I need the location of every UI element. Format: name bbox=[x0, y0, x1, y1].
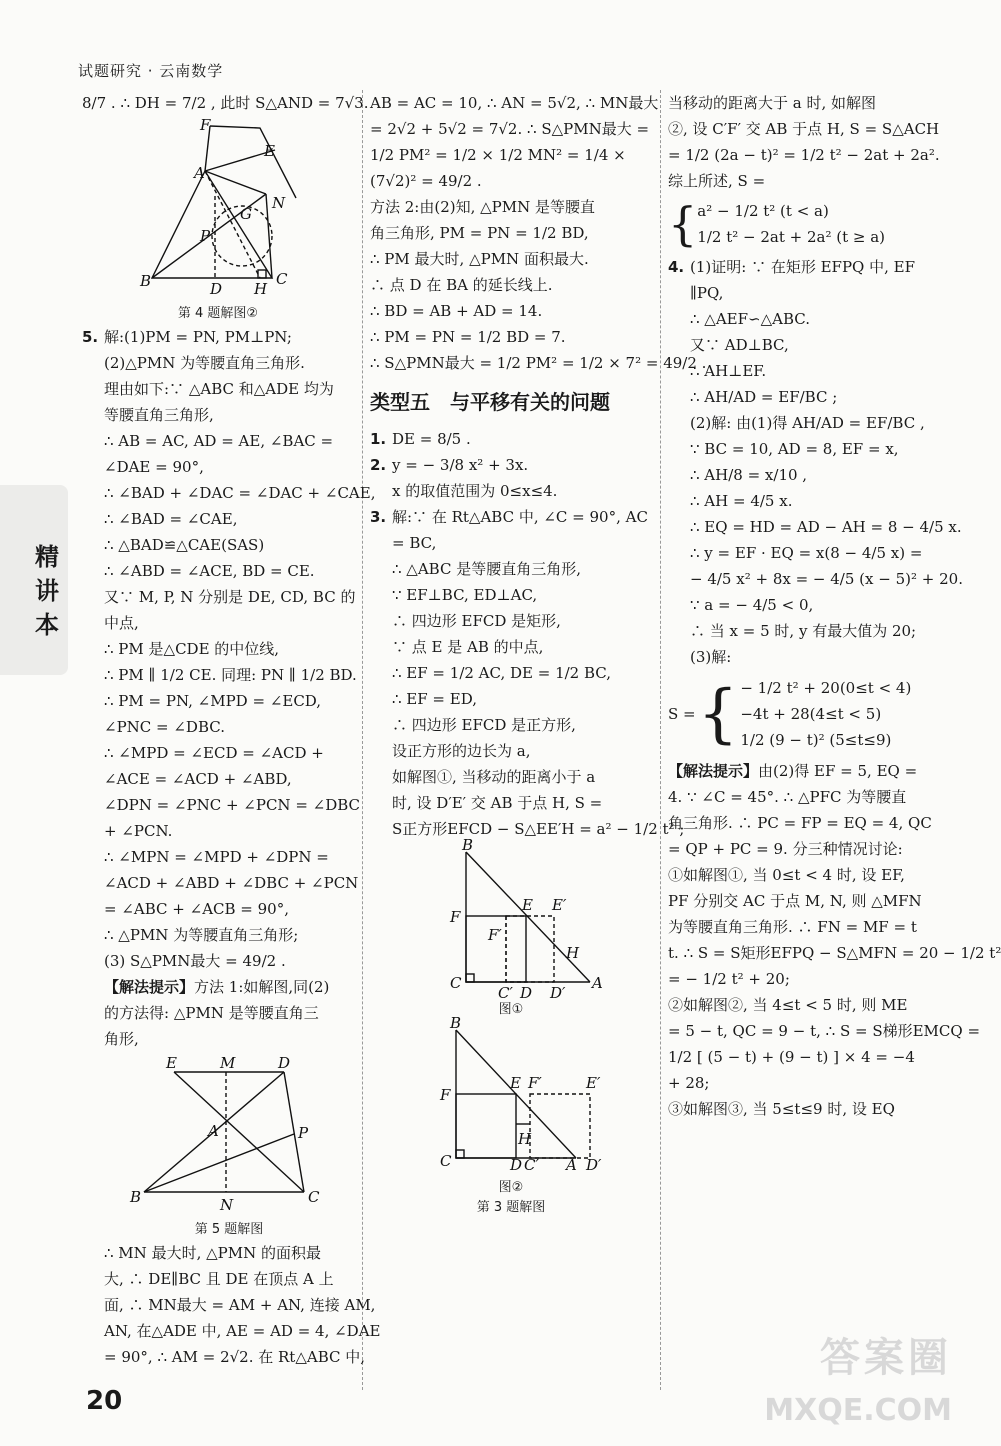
text-line: 中点, bbox=[104, 614, 139, 632]
fig-label: F bbox=[440, 1086, 451, 1104]
text-line: ①如解图①, 当 0≤t < 4 时, 设 EF, bbox=[668, 866, 905, 884]
fig-label: D′ bbox=[586, 1156, 602, 1174]
text-line: ∵ BC = 10, AD = 8, EF = x, bbox=[690, 440, 899, 458]
text-line: (3)解: bbox=[690, 648, 732, 666]
question-number: 4. bbox=[668, 258, 685, 276]
fig-label: F bbox=[200, 116, 211, 134]
text-line: 4. ∵ ∠C = 45°. ∴ △PFC 为等腰直 bbox=[668, 788, 907, 806]
text-line: ∴ 当 x = 5 时, y 有最大值为 20; bbox=[690, 622, 917, 640]
text-line: ∴ BD = AB + AD = 14. bbox=[370, 302, 543, 320]
text-line: ∴ PM 是△CDE 的中位线, bbox=[104, 640, 280, 658]
text-line: (2)解: 由(1)得 AH/AD = EF/BC , bbox=[690, 414, 925, 432]
text-line: 角形, bbox=[104, 1030, 139, 1048]
text-line: ∴ 四边形 EFCD 是正方形, bbox=[392, 716, 576, 734]
fig-label: C bbox=[440, 1152, 452, 1170]
fig-label: A bbox=[566, 1156, 577, 1174]
text-line: ∴ △BAD≌△CAE(SAS) bbox=[104, 536, 265, 554]
fig-label: N bbox=[220, 1196, 234, 1214]
side-tab-label: 精讲本 bbox=[35, 543, 59, 639]
text-line: ∵ EF⊥BC, ED⊥AC, bbox=[392, 586, 538, 604]
text-line: (2)△PMN 为等腰直角三角形. bbox=[104, 354, 305, 372]
text-line: ∴ ∠BAD + ∠DAC = ∠DAC + ∠CAE, bbox=[104, 484, 376, 502]
fig-label: D bbox=[520, 984, 533, 1002]
text-line: ∴ ∠BAD = ∠CAE, bbox=[104, 510, 238, 528]
fig-label: A bbox=[592, 974, 603, 992]
text-line: − 1/2 t² + 20(0≤t < 4) bbox=[740, 679, 912, 697]
text-line: y = − 3/8 x² + 3x. bbox=[392, 456, 529, 474]
text-line: ∴ EQ = HD = AD − AH = 8 − 4/5 x. bbox=[690, 518, 962, 536]
text-line: a² − 1/2 t² (t < a) bbox=[697, 202, 829, 220]
text-line: 角三角形. ∴ PC = FP = EQ = 4, QC bbox=[668, 814, 932, 832]
text-line: AB = AC = 10, ∴ AN = 5√2, ∴ MN最大 bbox=[370, 94, 659, 112]
text-line: 面, ∴ MN最大 = AM + AN, 连接 AM, bbox=[104, 1296, 376, 1314]
text-line: 时, 设 D′E′ 交 AB 于点 H, S = bbox=[392, 794, 603, 812]
page-header: 试题研究 · 云南数学 bbox=[78, 62, 224, 80]
question-number: 3. bbox=[370, 508, 387, 526]
watermark-url: MXQE.COM bbox=[764, 1393, 952, 1428]
fig-label: H bbox=[254, 280, 268, 298]
text-line: ∠PNC = ∠DBC. bbox=[104, 718, 225, 736]
fig-label: B bbox=[450, 1014, 462, 1032]
text-line: ②, 设 C′F′ 交 AB 于点 H, S = S△ACH bbox=[668, 120, 940, 138]
text-line: ∴ AH = 4/5 x. bbox=[690, 492, 793, 510]
fig-label: A bbox=[194, 164, 205, 182]
text-line: 的方法得: △PMN 是等腰直角三 bbox=[104, 1004, 319, 1022]
text-line: t. ∴ S = S矩形EFPQ − S△MFN = 20 − 1/2 t² bbox=[668, 944, 1001, 962]
text-line: − 4/5 x² + 8x = − 4/5 (x − 5)² + 20. bbox=[690, 570, 963, 588]
fig-label: D bbox=[210, 280, 223, 298]
question-number: 5. bbox=[82, 328, 99, 346]
piecewise-label: S = bbox=[668, 705, 696, 723]
fig-label: N bbox=[272, 194, 286, 212]
fig-label: E′ bbox=[586, 1074, 601, 1092]
text-line: (1)证明: ∵ 在矩形 EFPQ 中, EF bbox=[690, 258, 916, 276]
text-line: ∴ AH/8 = x/10 , bbox=[690, 466, 808, 484]
text-line: = ∠ABC + ∠ACB = 90°, bbox=[104, 900, 289, 918]
text-line: ∥PQ, bbox=[690, 284, 724, 302]
section-title: 类型五 与平移有关的问题 bbox=[370, 390, 610, 414]
text-line: ∴ y = EF · EQ = x(8 − 4/5 x) = bbox=[690, 544, 923, 562]
text-line: ∴ MN 最大时, △PMN 的面积最 bbox=[104, 1244, 321, 1262]
brace: { bbox=[697, 677, 739, 751]
fig-label: F′ bbox=[528, 1074, 542, 1092]
text-line: 等腰直角三角形, bbox=[104, 406, 214, 424]
fig-label: F bbox=[450, 908, 461, 926]
text-line: ∵ a = − 4/5 < 0, bbox=[690, 596, 814, 614]
text-line: ∴ PM ∥ 1/2 CE. 同理: PN ∥ 1/2 BD. bbox=[104, 666, 357, 684]
text-line: 理由如下:∵ △ABC 和△ADE 均为 bbox=[104, 380, 334, 398]
fig-label: E bbox=[264, 142, 275, 160]
text-line: (7√2)² = 49/2 . bbox=[370, 172, 482, 190]
fig-label: A bbox=[208, 1122, 219, 1140]
fig-label: P bbox=[200, 227, 211, 245]
figure-q4-2 bbox=[82, 116, 354, 296]
text-line: 当移动的距离大于 a 时, 如解图 bbox=[668, 94, 877, 112]
hint-label: 【解法提示】 bbox=[104, 978, 195, 996]
text-line: ∴ 四边形 EFCD 是矩形, bbox=[392, 612, 561, 630]
text-line: ∠ACE = ∠ACD + ∠ABD, bbox=[104, 770, 292, 788]
fig-label: D bbox=[278, 1054, 291, 1072]
text-line: 1/2 t² − 2at + 2a² (t ≥ a) bbox=[697, 228, 886, 246]
figure-caption: 图② bbox=[498, 1180, 524, 1195]
fig-label: C bbox=[450, 974, 462, 992]
text-line: ∴ △PMN 为等腰直角三角形; bbox=[104, 926, 299, 944]
fig-label: M bbox=[220, 1054, 236, 1072]
text-line: ∴ EF = ED, bbox=[392, 690, 477, 708]
fig-label: B bbox=[462, 836, 474, 854]
figure-q3-1 bbox=[370, 836, 652, 1002]
fig-label: C′ bbox=[498, 984, 513, 1002]
text-line: ∴ S△PMN最大 = 1/2 PM² = 1/2 × 7² = 49/2 . bbox=[370, 354, 707, 372]
text-line: ∴ ∠MPD = ∠ECD = ∠ACD + bbox=[104, 744, 324, 762]
column-divider bbox=[660, 90, 661, 1390]
watermark-logo: 答案圈 bbox=[820, 1335, 952, 1381]
fig-label: E′ bbox=[552, 896, 567, 914]
fig-label: B bbox=[130, 1188, 142, 1206]
text-line: 大, ∴ DE∥BC 且 DE 在顶点 A 上 bbox=[104, 1270, 334, 1288]
text-line: = BC, bbox=[392, 534, 437, 552]
fig-label: G bbox=[240, 205, 252, 223]
text-line: (3) S△PMN最大 = 49/2 . bbox=[104, 952, 286, 970]
text-line: 解:(1)PM = PN, PM⊥PN; bbox=[104, 328, 292, 346]
text-line: ∴ △ABC 是等腰直角三角形, bbox=[392, 560, 581, 578]
text-line: 设正方形的边长为 a, bbox=[392, 742, 531, 760]
text-line: ③如解图③, 当 5≤t≤9 时, 设 EQ bbox=[668, 1100, 895, 1118]
fig-label: E bbox=[510, 1074, 521, 1092]
text-line: ∴ ∠ABD = ∠ACE, BD = CE. bbox=[104, 562, 315, 580]
text-line: ∴ 点 D 在 BA 的延长线上. bbox=[370, 276, 553, 294]
text-line: = 2√2 + 5√2 = 7√2. ∴ S△PMN最大 = bbox=[370, 120, 650, 138]
fig-label: E bbox=[522, 896, 533, 914]
figure-caption: 图① bbox=[498, 1002, 524, 1017]
fig-label: P bbox=[298, 1124, 309, 1142]
column-right bbox=[668, 90, 1001, 1122]
text-line: = 5 − t, QC = 9 − t, ∴ S = S梯形EMCQ = bbox=[668, 1022, 981, 1040]
text-line: 综上所述, S = bbox=[668, 172, 766, 190]
text-line: ∴ EF = 1/2 AC, DE = 1/2 BC, bbox=[392, 664, 611, 682]
text-line: −4t + 28(4≤t < 5) bbox=[740, 705, 882, 723]
fig-label: D′ bbox=[550, 984, 566, 1002]
fig-label: F′ bbox=[488, 926, 502, 944]
text-line: PF 分别交 AC 于点 M, N, 则 △MFN bbox=[668, 892, 922, 910]
text-line: 如解图①, 当移动的距离小于 a bbox=[392, 768, 596, 786]
text-line: ∴ PM = PN, ∠MPD = ∠ECD, bbox=[104, 692, 322, 710]
text-line: 由(2)得 EF = 5, EQ = bbox=[758, 762, 918, 780]
text-line: 又∵ AD⊥BC, bbox=[690, 336, 789, 354]
text-line: 为等腰直角三角形. ∴ FN = MF = t bbox=[668, 918, 917, 936]
fig-label: H bbox=[518, 1130, 532, 1148]
column-left bbox=[82, 90, 381, 1370]
fig-label: C bbox=[276, 270, 288, 288]
text-line: 又∵ M, P, N 分别是 DE, CD, BC 的 bbox=[104, 588, 356, 606]
text-line: 1/2 [ (5 − t) + (9 − t) ] × 4 = −4 bbox=[668, 1048, 915, 1066]
figure-q3-2 bbox=[370, 1014, 652, 1174]
text-line: S正方形EFCD − S△EE′H = a² − 1/2 t² ; bbox=[392, 820, 685, 838]
text-line: x 的取值范围为 0≤x≤4. bbox=[392, 482, 558, 500]
hint-label: 【解法提示】 bbox=[668, 762, 759, 780]
text-line: 方法 2:由(2)知, △PMN 是等腰直 bbox=[370, 198, 596, 216]
text-line: 解:∵ 在 Rt△ABC 中, ∠C = 90°, AC bbox=[392, 508, 648, 526]
text-line: ∴ △AEF∽△ABC. bbox=[690, 310, 810, 328]
figure-q5 bbox=[104, 1052, 354, 1212]
text-line: = 90°, ∴ AM = 2√2. 在 Rt△ABC 中, bbox=[104, 1348, 366, 1366]
text-line: ∴ AB = AC, AD = AE, ∠BAC = bbox=[104, 432, 334, 450]
text-line: AN, 在△ADE 中, AE = AD = 4, ∠DAE bbox=[104, 1322, 381, 1340]
fig-label: H bbox=[566, 944, 580, 962]
figure-caption: 第 4 题解图② bbox=[177, 306, 259, 321]
page-number: 20 bbox=[86, 1386, 123, 1416]
text-line: = QP + PC = 9. 分三种情况讨论: bbox=[668, 840, 903, 858]
text-line: 1/2 (9 − t)² (5≤t≤9) bbox=[740, 731, 892, 749]
text-line: ②如解图②, 当 4≤t < 5 时, 则 ME bbox=[668, 996, 908, 1014]
text-line: ∴ AH/AD = EF/BC ; bbox=[690, 388, 838, 406]
fig-label: C bbox=[308, 1188, 320, 1206]
brace: { bbox=[668, 197, 698, 251]
text-line: ∴ PM = PN = 1/2 BD = 7. bbox=[370, 328, 566, 346]
text-line: ∴ AH⊥EF. bbox=[690, 362, 767, 380]
text-line: 8/7 . ∴ DH = 7/2 , 此时 S△AND = 7√3. bbox=[82, 94, 369, 112]
question-number: 1. bbox=[370, 430, 387, 448]
text-line: + 28; bbox=[668, 1074, 710, 1092]
text-line: 1/2 PM² = 1/2 × 1/2 MN² = 1/4 × bbox=[370, 146, 626, 164]
text-line: = 1/2 (2a − t)² = 1/2 t² − 2at + 2a². bbox=[668, 146, 940, 164]
text-line: 角三角形, PM = PN = 1/2 BD, bbox=[370, 224, 589, 242]
text-line: ∴ PM 最大时, △PMN 面积最大. bbox=[370, 250, 589, 268]
text-line: = − 1/2 t² + 20; bbox=[668, 970, 790, 988]
text-line: 方法 1:如解图,同(2) bbox=[194, 978, 330, 996]
text-line: + ∠PCN. bbox=[104, 822, 173, 840]
column-divider bbox=[362, 90, 363, 1390]
fig-label: D bbox=[510, 1156, 523, 1174]
fig-label: E bbox=[166, 1054, 177, 1072]
fig-label: B bbox=[140, 272, 152, 290]
text-line: ∠ACD + ∠ABD + ∠DBC + ∠PCN bbox=[104, 874, 359, 892]
text-line: ∴ ∠MPN = ∠MPD + ∠DPN = bbox=[104, 848, 329, 866]
figure-caption: 第 5 题解图 bbox=[194, 1222, 264, 1237]
fig-label: C′ bbox=[524, 1156, 539, 1174]
text-line: ∵ 点 E 是 AB 的中点, bbox=[392, 638, 544, 656]
text-line: DE = 8/5 . bbox=[392, 430, 471, 448]
question-number: 2. bbox=[370, 456, 387, 474]
text-line: ∠DPN = ∠PNC + ∠PCN = ∠DBC bbox=[104, 796, 361, 814]
figure-caption: 第 3 题解图 bbox=[476, 1200, 546, 1215]
text-line: ∠DAE = 90°, bbox=[104, 458, 204, 476]
